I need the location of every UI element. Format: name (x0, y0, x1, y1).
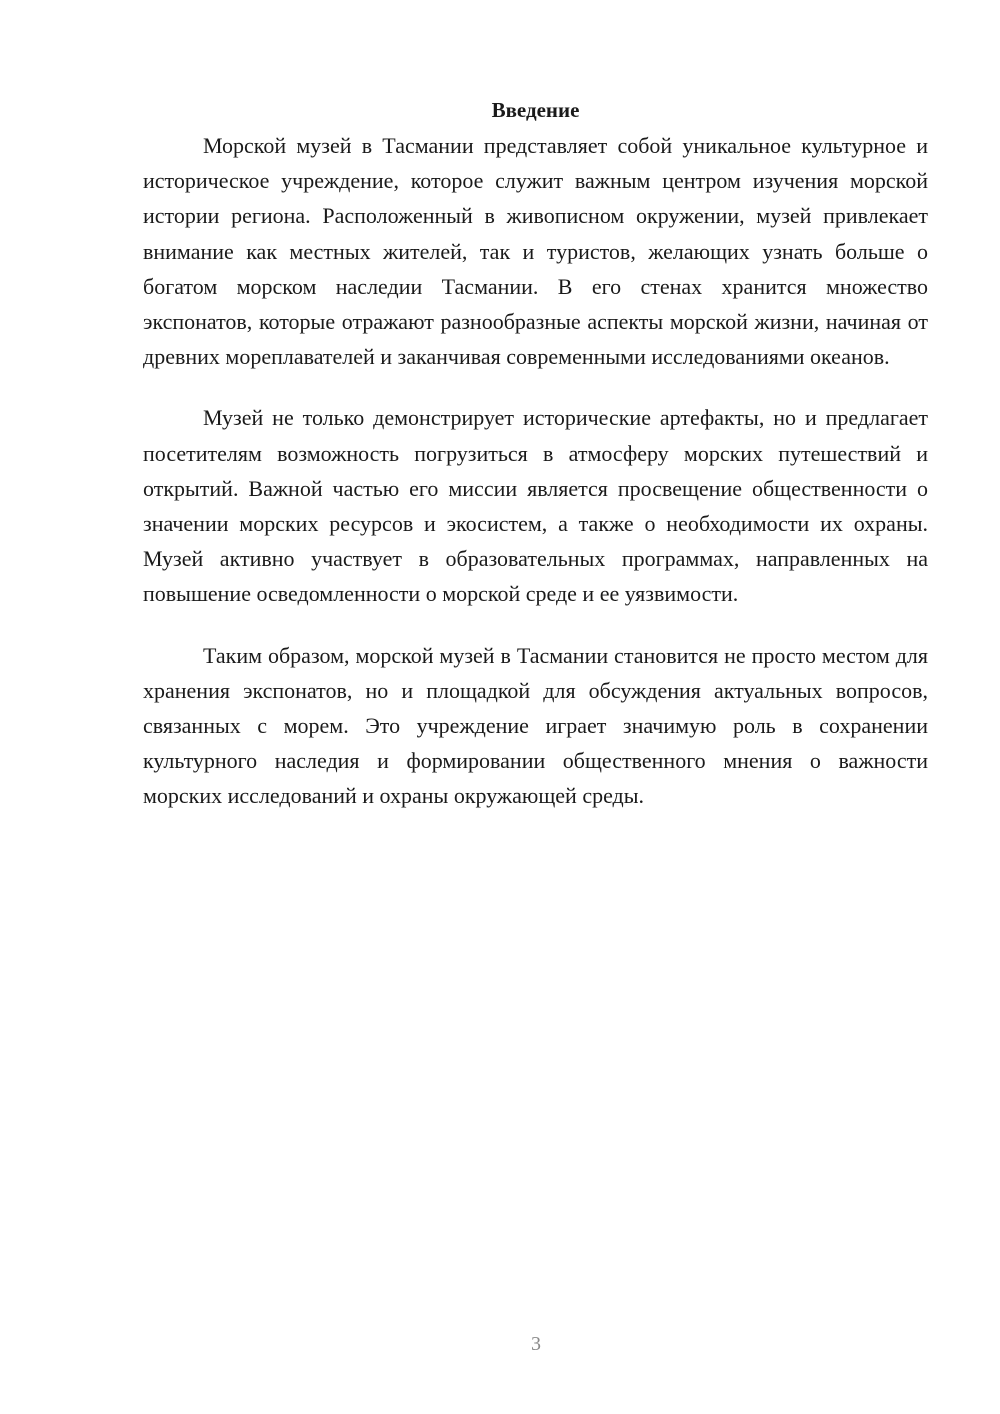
paragraph-3: Таким образом, морской музей в Тасмании становится не просто местом для хранения экспонатов, но и площадкой для обсуждения актуальных вопросов, связанных с морем. Это учреждение играет значимую роль в сохранении культурного наследия и формировании общественного мнения о важности морских исследований и охраны окружающей среды. (143, 642, 928, 809)
page-content (143, 92, 928, 814)
section-heading: Введение (491, 98, 580, 122)
page-number: 3 (531, 1333, 541, 1355)
paragraph-2: Музей не только демонстрирует исторические артефакты, но и предлагает посетителям возможность погрузиться в атмосферу морских путешествий и открытий. Важной частью его миссии является просвещение общественности о значении морских ресурсов и экосистем, а также о необходимости их охраны. Музей активно участвует в образовательных программах, направленных на повышение осведомленности о морской среде и ее уязвимости. (143, 405, 928, 607)
paragraph-1: Морской музей в Тасмании представляет собой уникальное культурное и историческое учреждение, которое служит важным центром изучения морской истории региона. Расположенный в живописном окружении, музей привлекает внимание как местных жителей, так и туристов, желающих узнать больше о богатом морском наследии Тасмании. В его стенах хранится множество экспонатов, которые отражают разнообразные аспекты морской жизни, начиная от древних мореплавателей и заканчивая современными исследованиями океанов. (143, 133, 928, 370)
